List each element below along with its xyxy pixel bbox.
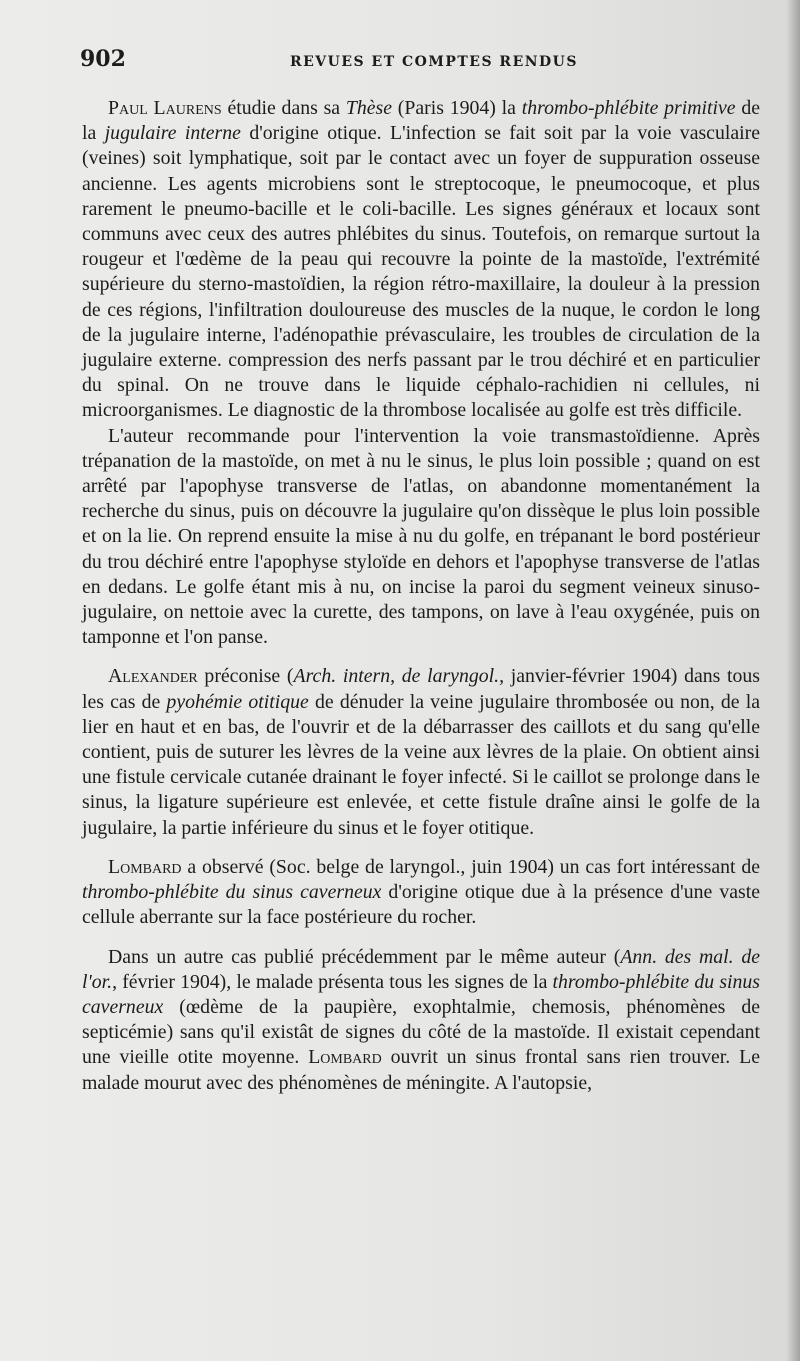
text-run: (œdème de la paupière, exophtalmie, chemosis, phénomènes de septicémie) sans qu'il existât de signes du côté de la mastoïde. Il existait cependant une vieille otite moyenne. [82, 995, 760, 1069]
paragraph [82, 855, 760, 931]
italic-text: Arch. intern, de laryngol., [293, 665, 505, 688]
author-name: Lombard [108, 855, 182, 878]
paragraph-gap [82, 841, 760, 855]
text-run: d'origine otique. L'infection se fait soit par la voie vasculaire (veines) soit lymphatique, soit par le contact avec un foyer de suppuration osseuse ancienne. Les agents microbiens sont le streptocoque, le pneumocoque, et plus rarement le pneumo-bacille et le coli-bacille. Les signes généraux et locaux sont communs avec ceux des autres phlébites du sinus. Toutefois, on remarque surtout la rougeur et l'œdème de la peau qui recouvre la pointe de la mastoïde, l'extrémité supérieure du sterno-mastoïdien, la région rétro-maxillaire, la douleur à la pression de ces régions, l'infiltration douloureuse des muscles de la nuque, le cordon le long de la jugulaire interne, l'adénopathie prévasculaire, les troubles de circulation de la jugulaire externe. compression des nerfs passant par le trou déchiré et en particulier du spinal. On ne trouve dans le liquide céphalo-rachidien ni cellules, ni microorganismes. Le diagnostic de la thrombose localisée au golfe est très difficile. [82, 122, 760, 422]
text-run: de la [82, 97, 761, 145]
italic-text: pyohémie otitique [166, 690, 309, 713]
text-run: ouvrit un sinus frontal sans rien trouver. Le malade mourut avec des phénomènes de méningite. A l'autopsie, [82, 1046, 761, 1094]
paragraph [82, 664, 760, 840]
paragraph-gap [82, 650, 760, 664]
text-run: , février 1904), le malade présenta tous les signes de la [112, 970, 553, 993]
text-run: préconise ( [197, 665, 294, 688]
paragraph [82, 96, 760, 424]
author-name: Paul Laurens [108, 97, 222, 119]
page-edge-shadow [786, 0, 800, 1361]
text-run: L'auteur recommande pour l'intervention la voie transmastoïdienne. Après trépanation de la mastoïde, on met à nu le sinus, le plus loin possible ; quand on est arrêté par l'apophyse transverse de l'atlas, on abandonne momentanément la recherche du sinus, puis on découvre la jugulaire qu'on dissèque le plus loin possible et on la lie. On reprend ensuite la mise à nu du golfe, en trépanant le bord postérieur du trou déchiré entre l'apophyse styloïde en dehors et l'apophyse transverse de l'atlas en dedans. Le golfe étant mis à nu, on incise la paroi du segment veineux sinuso-jugulaire, on nettoie avec la curette, des tampons, on lave à l'eau oxygénée, puis on tamponne et l'on panse. [82, 424, 760, 649]
paragraph [82, 945, 760, 1096]
italic-text: Thèse [345, 97, 393, 119]
text-run: étudie dans sa [221, 97, 346, 119]
running-title: REVUES ET COMPTES RENDUS [290, 54, 578, 70]
text-run: de dénuder la veine jugulaire thrombosée ou non, de la lier en haut et en bas, de l'ouvrir et de la débarrasser des caillots et du sang qu'elle contient, puis de suturer les lèvres de la veine aux lèvres de la plaie. On obtient ainsi une fistule cervicale cutanée drainant le foyer infecté. Si le caillot se prolonge dans le sinus, la ligature supérieure est enlevée, et cette fistule draîne ainsi le golfe de la jugulaire, la partie inférieure du sinus et le foyer otitique. [82, 690, 760, 839]
italic-text: thrombo-phlébite du sinus caverneux [82, 881, 382, 904]
page-number: 902 [80, 46, 126, 72]
italic-text: Ann. des mal. de l'or. [82, 945, 760, 993]
text-run: Dans un autre cas publié précédemment par le même auteur ( [108, 945, 621, 968]
italic-text: jugulaire interne [104, 122, 241, 145]
text-run: d'origine otique due à la présence d'une vaste cellule aberrante sur la face postérieure du rocher. [82, 881, 760, 929]
author-name: Lombard [308, 1046, 382, 1069]
article-body [82, 96, 760, 1096]
text-run: (Paris 1904) la [392, 97, 522, 119]
text-run: janvier-février 1904) dans tous les cas de [82, 665, 760, 713]
paragraph [82, 424, 760, 651]
page-header [80, 46, 760, 76]
italic-text: thrombo-phlébite du sinus caverneux [82, 970, 760, 1018]
author-name: Alexander [108, 665, 198, 688]
italic-text: thrombo-phlébite primitive [521, 97, 736, 119]
paragraph-gap [82, 931, 760, 945]
text-run: a observé (Soc. belge de laryngol., juin 1904) un cas fort intéressant de [181, 855, 760, 878]
